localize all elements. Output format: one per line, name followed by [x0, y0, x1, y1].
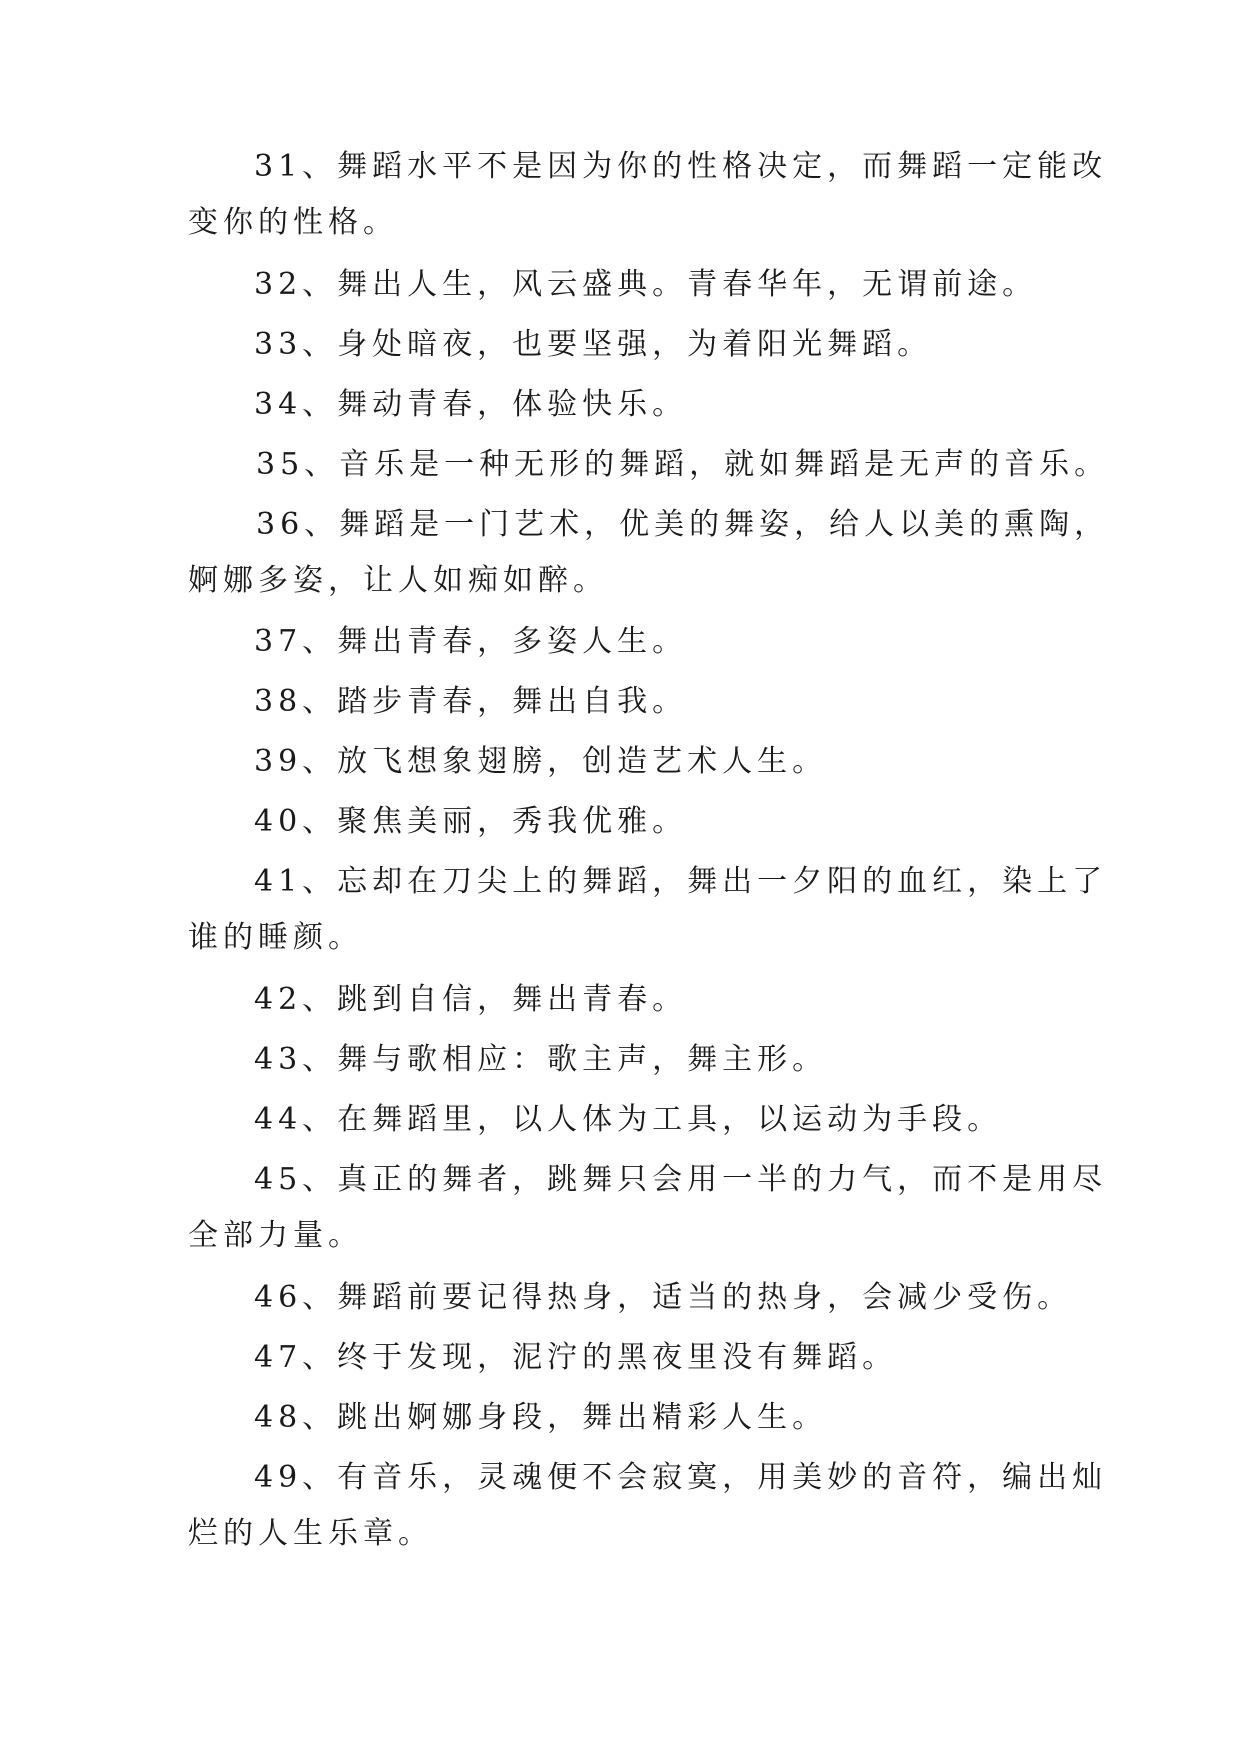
paragraph-32: 32、舞出人生，风云盛典。青春华年，无谓前途。: [254, 267, 1038, 302]
paragraph-49-line-2: 烂的人生乐章。: [188, 1516, 433, 1551]
paragraph-44: 44、在舞蹈里，以人体为工具，以运动为手段。: [254, 1102, 1003, 1137]
paragraph-43: 43、舞与歌相应：歌主声，舞主形。: [254, 1042, 828, 1077]
paragraph-41-line-1: 41、忘却在刀尖上的舞蹈，舞出一夕阳的血红，染上了: [254, 864, 1108, 899]
paragraph-45-line-1: 45、真正的舞者，跳舞只会用一半的力气，而不是用尽: [254, 1162, 1108, 1197]
paragraph-35: 35、音乐是一种无形的舞蹈，就如舞蹈是无声的音乐。: [256, 447, 1110, 482]
paragraph-49-line-1: 49、有音乐，灵魂便不会寂寞，用美妙的音符，编出灿: [254, 1460, 1108, 1495]
paragraph-42: 42、跳到自信，舞出青春。: [254, 982, 688, 1017]
paragraph-36-line-1: 36、舞蹈是一门艺术，优美的舞姿，给人以美的熏陶，: [256, 507, 1110, 542]
paragraph-41-line-2: 谁的睡颜。: [188, 920, 363, 955]
paragraph-45-line-2: 全部力量。: [188, 1218, 363, 1253]
paragraph-36-line-2: 婀娜多姿，让人如痴如醉。: [188, 563, 608, 598]
paragraph-38: 38、踏步青春，舞出自我。: [254, 684, 688, 719]
paragraph-47: 47、终于发现，泥泞的黑夜里没有舞蹈。: [254, 1340, 898, 1375]
paragraph-46: 46、舞蹈前要记得热身，适当的热身，会减少受伤。: [254, 1280, 1073, 1315]
paragraph-34: 34、舞动青春，体验快乐。: [254, 387, 688, 422]
paragraph-31-line-1: 31、舞蹈水平不是因为你的性格决定，而舞蹈一定能改: [254, 149, 1108, 184]
paragraph-33: 33、身处暗夜，也要坚强，为着阳光舞蹈。: [254, 327, 933, 362]
paragraph-40: 40、聚焦美丽，秀我优雅。: [254, 804, 688, 839]
paragraph-37: 37、舞出青春，多姿人生。: [254, 624, 688, 659]
paragraph-48: 48、跳出婀娜身段，舞出精彩人生。: [254, 1400, 828, 1435]
paragraph-31-line-2: 变你的性格。: [188, 205, 398, 240]
paragraph-39: 39、放飞想象翅膀，创造艺术人生。: [254, 744, 828, 779]
